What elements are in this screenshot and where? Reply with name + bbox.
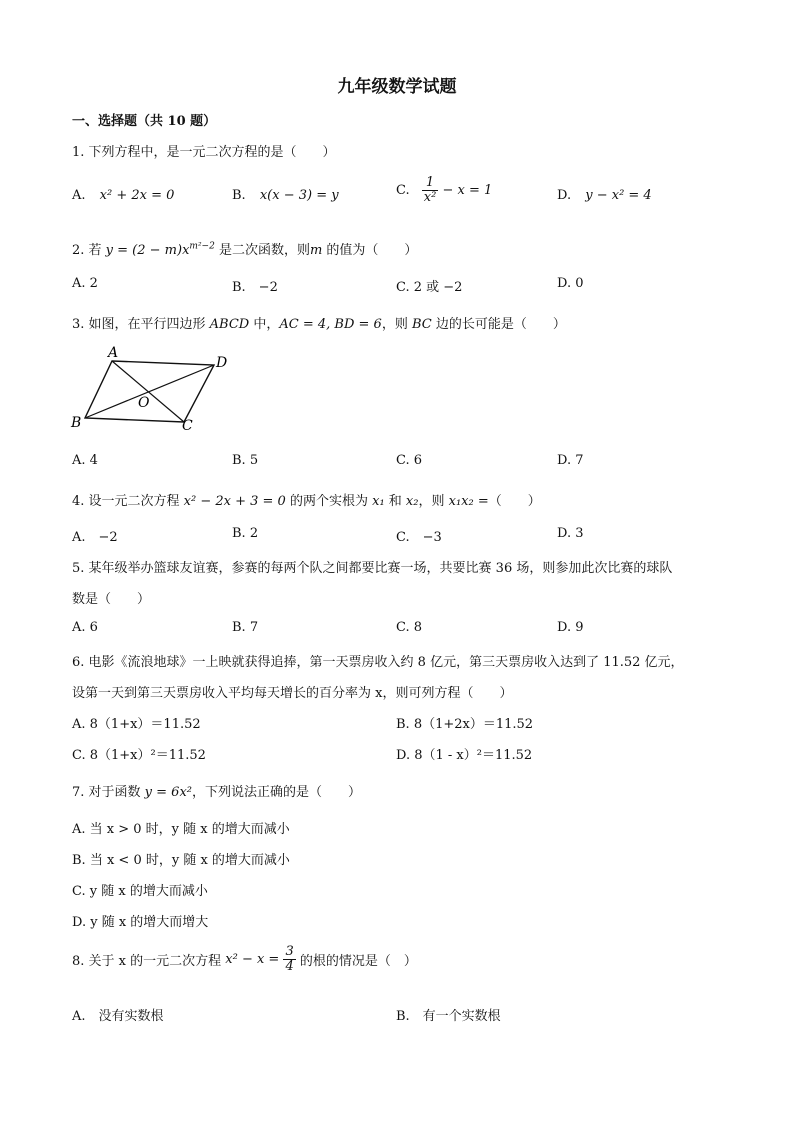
q1-option-a[interactable] bbox=[72, 188, 174, 203]
question-3-stem bbox=[72, 313, 566, 332]
stem-text: 4. 设一元二次方程 bbox=[72, 494, 184, 509]
math-variable: x₂ bbox=[405, 494, 419, 509]
fraction-numerator: 3 bbox=[285, 944, 294, 959]
diagonal-bd bbox=[85, 365, 214, 418]
option-text: − x = 1 bbox=[442, 183, 493, 198]
q2-option-b[interactable]: B. −2 bbox=[232, 280, 278, 295]
q2-option-c[interactable]: C. 2 或 −2 bbox=[396, 280, 463, 295]
stem-text: 的两个实根为 bbox=[285, 494, 373, 509]
q2-option-a[interactable]: A. 2 bbox=[72, 276, 98, 291]
option-label: A. bbox=[72, 188, 86, 203]
q3-option-c[interactable]: C. 6 bbox=[396, 453, 423, 468]
q2-option-d[interactable]: D. 0 bbox=[557, 276, 584, 291]
math-expression: y = (2 − m)x bbox=[105, 243, 190, 258]
vertex-label-b: B bbox=[71, 415, 82, 431]
math-expression: x² − 2x + 3 = 0 bbox=[183, 494, 286, 509]
option-text: x(x − 3) = y bbox=[259, 188, 339, 203]
option-label: D. bbox=[557, 188, 572, 203]
parallelogram-figure bbox=[68, 345, 238, 435]
page-title: 九年级数学试题 bbox=[337, 77, 457, 97]
q7-option-a[interactable]: A. 当 x > 0 时，y 随 x 的增大而减小 bbox=[72, 822, 290, 837]
q7-option-d[interactable]: D. y 随 x 的增大而增大 bbox=[72, 915, 209, 930]
question-8-stem bbox=[72, 945, 417, 974]
q4-option-a[interactable]: A. −2 bbox=[72, 530, 118, 545]
fraction bbox=[283, 945, 295, 974]
q3-option-b[interactable]: B. 5 bbox=[232, 453, 259, 468]
stem-text: =（ ） bbox=[473, 494, 541, 509]
vertex-label-d: D bbox=[216, 355, 228, 371]
math-variable: BC bbox=[411, 317, 432, 332]
vertex-label-c: C bbox=[182, 418, 193, 434]
question-7-stem bbox=[72, 781, 361, 800]
fraction-denominator: 4 bbox=[285, 959, 294, 974]
question-5-stem-line-2: 数是（ ） bbox=[72, 592, 151, 607]
q4-option-c[interactable]: C. −3 bbox=[396, 530, 442, 545]
stem-text: 的值为（ ） bbox=[322, 243, 418, 258]
question-1-stem: 1. 下列方程中，是一元二次方程的是（ ） bbox=[72, 145, 336, 160]
stem-text: 2. 若 bbox=[72, 243, 106, 258]
stem-text: 和 bbox=[384, 494, 406, 509]
q1-option-c[interactable] bbox=[396, 176, 492, 205]
q1-option-b[interactable] bbox=[232, 188, 339, 203]
fraction-denominator: x² bbox=[423, 190, 437, 205]
q1-option-d[interactable] bbox=[557, 188, 652, 203]
q6-option-c[interactable]: C. 8（1+x）²＝11.52 bbox=[72, 748, 206, 763]
q6-option-a[interactable]: A. 8（1+x）＝11.52 bbox=[72, 717, 201, 732]
option-text: x² + 2x = 0 bbox=[99, 188, 175, 203]
q4-option-b[interactable]: B. 2 bbox=[232, 526, 259, 541]
q3-option-a[interactable]: A. 4 bbox=[72, 453, 98, 468]
math-expression: y = 6x² bbox=[144, 785, 192, 800]
question-5-stem-line-1: 5. 某年级举办篮球友谊赛，参赛的每两个队之间都要比赛一场，共要比赛 36 场，则参加此次比赛的球队 bbox=[72, 561, 673, 576]
stem-text: 中， bbox=[249, 317, 280, 332]
math-expression: AC = 4, BD = 6 bbox=[279, 317, 382, 332]
center-label-o: O bbox=[138, 395, 150, 411]
option-label: C. bbox=[396, 183, 410, 198]
q6-option-b[interactable]: B. 8（1+2x）＝11.52 bbox=[396, 717, 534, 732]
math-exponent: m²−2 bbox=[189, 241, 215, 252]
stem-text: 8. 关于 x 的一元二次方程 bbox=[72, 954, 226, 969]
question-2-stem bbox=[72, 239, 417, 258]
q5-option-b[interactable]: B. 7 bbox=[232, 620, 259, 635]
q6-option-d[interactable]: D. 8（1 - x）²＝11.52 bbox=[396, 748, 533, 763]
q7-option-c[interactable]: C. y 随 x 的增大而减小 bbox=[72, 884, 208, 899]
stem-text: 是二次函数，则 bbox=[214, 243, 310, 258]
option-label: B. bbox=[232, 188, 246, 203]
q5-option-a[interactable]: A. 6 bbox=[72, 620, 98, 635]
vertex-label-a: A bbox=[108, 345, 119, 361]
stem-text: ，下列说法正确的是（ ） bbox=[192, 785, 362, 800]
stem-text: 7. 对于函数 bbox=[72, 785, 145, 800]
math-variable: x₁ bbox=[372, 494, 385, 509]
q7-option-b[interactable]: B. 当 x < 0 时，y 随 x 的增大而减小 bbox=[72, 853, 290, 868]
math-variable: m bbox=[309, 243, 323, 258]
fraction-numerator: 1 bbox=[422, 176, 439, 191]
math-expression: ABCD bbox=[209, 317, 250, 332]
question-4-stem bbox=[72, 490, 541, 509]
question-6-stem-line-1: 6. 电影《流浪地球》一上映就获得追捧，第一天票房收入约 8 亿元，第三天票房收入达到了 11.52 亿元， bbox=[72, 655, 684, 670]
section-heading: 一、选择题（共 10 题） bbox=[72, 114, 217, 129]
q3-option-d[interactable]: D. 7 bbox=[557, 453, 584, 468]
question-6-stem-line-2: 设第一天到第三天票房收入平均每天增长的百分率为 x，则可列方程（ ） bbox=[72, 686, 513, 701]
stem-text: 的根的情况是（ ） bbox=[295, 954, 417, 969]
stem-text: ，则 bbox=[418, 494, 449, 509]
q8-option-a[interactable]: A. 没有实数根 bbox=[72, 1009, 164, 1024]
math-expression: x₁x₂ bbox=[448, 494, 474, 509]
q4-option-d[interactable]: D. 3 bbox=[557, 526, 584, 541]
math-expression: x² − x = bbox=[225, 952, 284, 967]
q8-option-b[interactable]: B. 有一个实数根 bbox=[396, 1009, 501, 1024]
stem-text: 边的长可能是（ ） bbox=[431, 317, 566, 332]
option-text: y − x² = 4 bbox=[585, 188, 652, 203]
q5-option-d[interactable]: D. 9 bbox=[557, 620, 584, 635]
stem-text: ，则 bbox=[381, 317, 412, 332]
q5-option-c[interactable]: C. 8 bbox=[396, 620, 423, 635]
fraction bbox=[422, 176, 439, 205]
stem-text: 3. 如图，在平行四边形 bbox=[72, 317, 210, 332]
